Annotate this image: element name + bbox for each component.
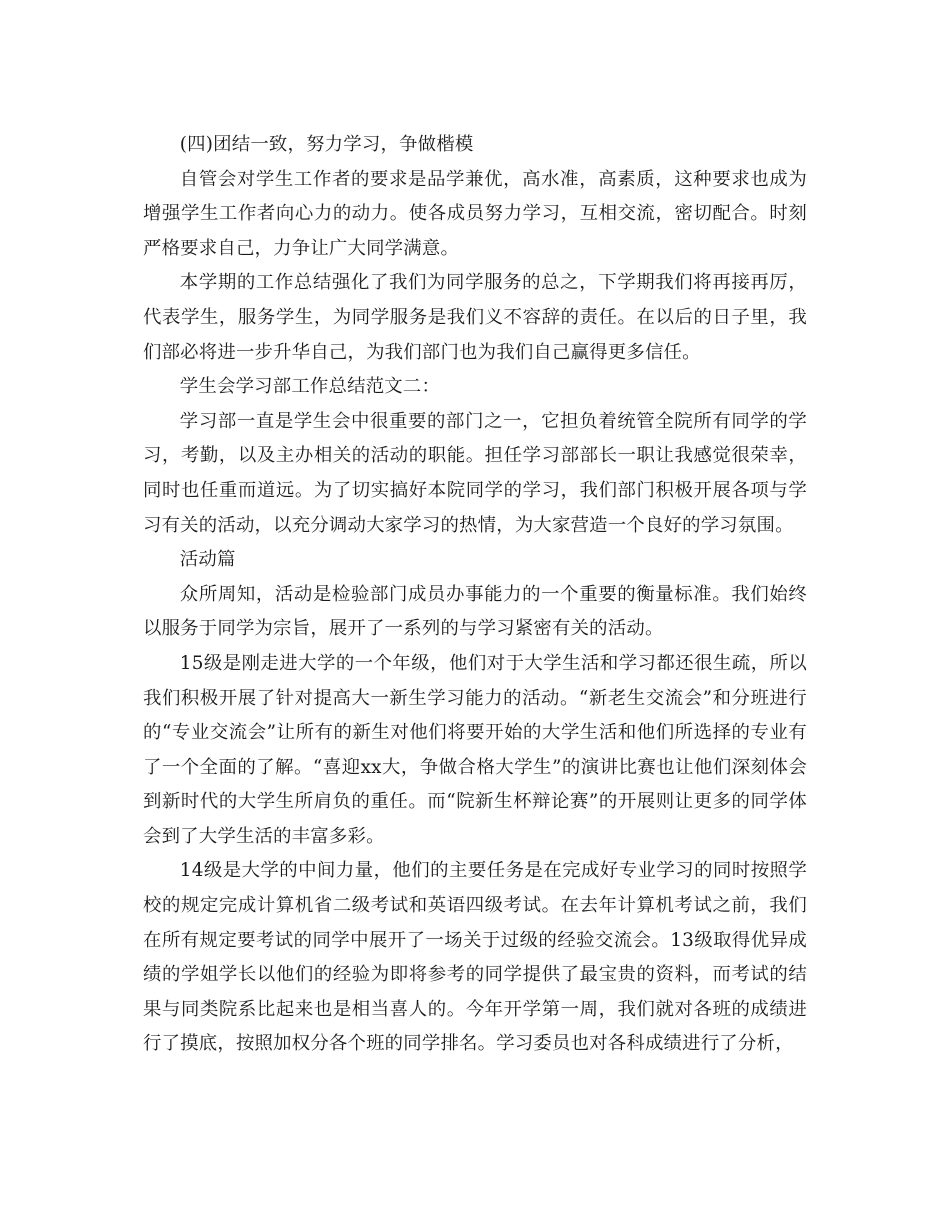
section-heading: 学生会学习部工作总结范文二： [179, 376, 441, 398]
section-heading: (四)团结一致，努力学习，争做楷模 [179, 134, 474, 155]
document-page [143, 128, 807, 1062]
paragraph: 15级是刚走进大学的一个年级，他们对于大学生活和学习都还很生疏，所以我们积极开展了针对提高大一新生学习能力的活动。“新老生交流会”和分班进行的“专业交流会”让所有的新生对他们将要开始的大学生活和他们所选择的专业有了一个全面的了解。“喜迎xx大，争做合格大学生”的演讲比赛也让他们深刻体会到新时代的大学生所肩负的重任。而“院新生杯辩论赛”的开展则让更多的同学体会到了大学生活的丰富多彩。 [143, 652, 807, 847]
paragraph: 众所周知，活动是检验部门成员办事能力的一个重要的衡量标准。我们始终以服务于同学为宗旨，展开了一系列的与学习紧密有关的活动。 [143, 583, 807, 640]
paragraph: 本学期的工作总结强化了我们为同学服务的总之，下学期我们将再接再厉，代表学生，服务学生，为同学服务是我们义不容辞的责任。在以后的日子里，我们部必将进一步升华自己，为我们部门也为我们自己赢得更多信任。 [143, 272, 807, 363]
paragraph: 14级是大学的中间力量，他们的主要任务是在完成好专业学习的同时按照学校的规定完成计算机省二级考试和英语四级考试。在去年计算机考试之前，我们在所有规定要考试的同学中展开了一场关于过级的经验交流会。13级取得优异成绩的学姐学长以他们的经验为即将参考的同学提供了最宝贵的资料，而考试的结果与同类院系比起来也是相当喜人的。今年开学第一周，我们就对各班的成绩进行了摸底，按照加权分各个班的同学排名。学习委员也对各科成绩进行了分析， [143, 860, 807, 1055]
section-heading: 活动篇 [179, 549, 236, 571]
paragraph: 自管会对学生工作者的要求是品学兼优，高水准，高素质，这种要求也成为增强学生工作者向心力的动力。使各成员努力学习，互相交流，密切配合。时刻严格要求自己，力争让广大同学满意。 [143, 168, 807, 259]
paragraph: 学习部一直是学生会中很重要的部门之一，它担负着统管全院所有同学的学习，考勤，以及主办相关的活动的职能。担任学习部部长一职让我感觉很荣幸，同时也任重而道远。为了切实搞好本院同学的学习，我们部门积极开展各项与学习有关的活动，以充分调动大家学习的热情，为大家营造一个良好的学习氛围。 [143, 410, 807, 536]
